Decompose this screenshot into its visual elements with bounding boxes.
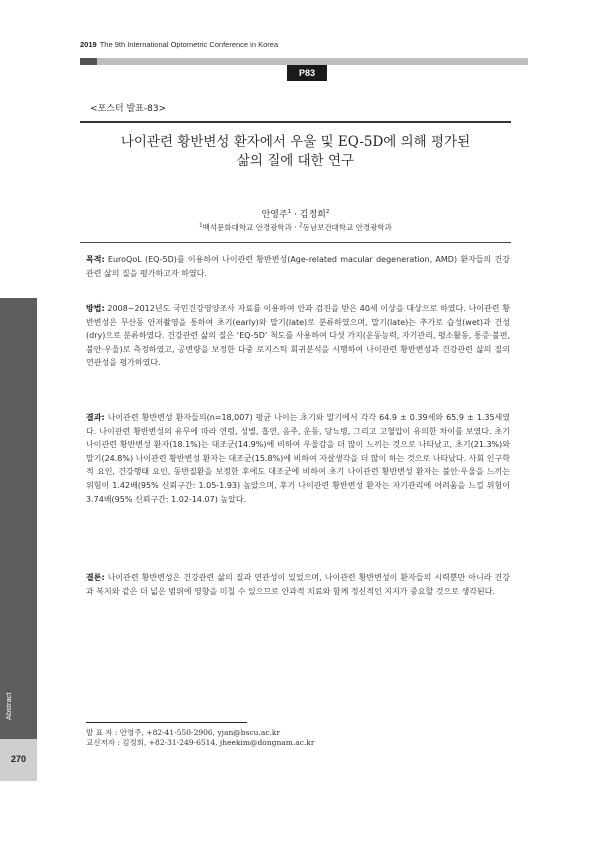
page-number: 270 <box>10 754 27 764</box>
author-separator: · <box>291 210 300 220</box>
section-conclusion <box>86 571 510 598</box>
side-tab-label: Abstract <box>4 692 13 720</box>
methods-heading: 방법: <box>86 304 105 313</box>
footnote-rule <box>86 722 247 723</box>
section-methods <box>86 302 510 370</box>
header-bar-accent <box>80 58 97 65</box>
author-2: 김정희 <box>299 210 326 220</box>
objective-heading: 목적: <box>86 255 105 264</box>
methods-text: 2008~2012년도 국민건강영양조사 자료를 이용하여 안과 검진을 받은 40세 이상을 대상으로 하였다. 나이관련 황반변성은 무산동 안저촬영을 통하여 초기(early)와 말기(late)로 분류하였으며, 말기(late)는 추가로 습성(wet)과 건성(dry)으로 분류하였다. 건강관련 삶의 질은 ‘EQ-5D’ 척도를 사용하여 다섯 가지(운동능력, 자기관리, 평소활동, 통증·불편, 불안·우울)로 측정하였고, 공변량을 보정한 다중 로지스틱 회귀분석을 시행하여 나이관련 황반변성과 건강관련 삶의 질의 연관성을 평가하였다. <box>86 304 510 368</box>
conclusion-text: 나이관련 황반변성은 건강관련 삶의 질과 연관성이 있었으며, 나이관련 황반변성이 환자들의 시력뿐만 아니라 건강과 복지와 같은 더 넓은 범위에 영향을 미칠 수 있으므로 안과적 치료와 함께 정신적인 지지가 중요할 것으로 생각된다. <box>86 573 510 596</box>
objective-text: EuroQoL (EQ-5D)를 이용하여 나이관련 황반변성(Age-related macular degeneration, AMD) 환자들의 건강관련 삶의 질을 평가하고자 하였다. <box>86 255 510 278</box>
section-results <box>86 411 510 506</box>
footnote-corresponding: 교신저자 : 김정희, +82-31-249-6514, jheekim@dongnam.ac.kr <box>86 738 315 747</box>
results-heading: 결과: <box>86 413 105 422</box>
author-1: 안영주 <box>261 210 288 220</box>
poster-code-badge: P83 <box>287 65 327 81</box>
title-rule-bottom <box>80 242 511 243</box>
author-1-sup: 1 <box>287 209 292 215</box>
poster-label: <포스터 발표-83> <box>90 104 167 114</box>
footnote-presenter: 발 표 자 : 안영주, +82-41-550-2906, yjan@bscu.ac.kr <box>86 728 281 737</box>
side-tab <box>0 298 37 739</box>
affil-1-sup: 1 <box>199 222 203 229</box>
section-objective <box>86 253 510 280</box>
header-year: 2019 <box>80 40 97 49</box>
title-line-1: 나이관련 황반변성 환자에서 우울 및 EQ-5D에 의해 평가된 <box>120 134 471 150</box>
author-list <box>80 207 511 220</box>
results-text: 나이관련 황반변성 환자들의(n=18,007) 평균 나이는 초기와 말기에서 각각 64.9 ± 0.39세와 65.9 ± 1.35세였다. 나이관련 황반변성의 유무에 따라 연령, 성별, 흡연, 음주, 운동, 당뇨병, 그리고 고혈압이 유의한 차이를 보였다. 초기 나이관련 황반변성 환자(18.1%)는 대조군(14.9%)에 비하여 우울감을 더 많이 느끼는 것으로 나타났고, 초기(21.3%)와 말기(24.8%) 나이관련 황반변성 환자는 대조군(15.8%)에 비하여 자살생각을 더 많이 하는 것으로 나타났다. 사회 인구학적 요인, 건강행태 요인, 동반질환을 보정한 후에도 대조군에 비하여 초기 나이관련 황반변성 환자는 불안·우울을 느끼는 위험이 1.42배(95% 신뢰구간: 1.05-1.93) 높았으며, 후기 나이관련 황반변성 환자는 자기관리에 어려움을 느낄 위험이 3.74배(95% 신뢰구간: 1.02-14.07) 높았다. <box>86 413 510 504</box>
affiliations <box>80 222 511 233</box>
author-2-sup: 2 <box>325 209 330 215</box>
running-header <box>80 40 278 49</box>
header-bar <box>97 58 528 65</box>
affil-2: 동남보건대학교 안경광학과 <box>302 223 392 232</box>
affil-1: 백석문화대학교 안경광학과 · <box>202 223 300 232</box>
header-conference: The 9th International Optometric Conference in Korea <box>99 40 279 49</box>
title-line-2: 삶의 질에 대한 연구 <box>236 153 355 169</box>
affil-2-sup: 2 <box>299 222 303 229</box>
conclusion-heading: 결론: <box>86 573 105 582</box>
paper-title <box>80 123 511 171</box>
